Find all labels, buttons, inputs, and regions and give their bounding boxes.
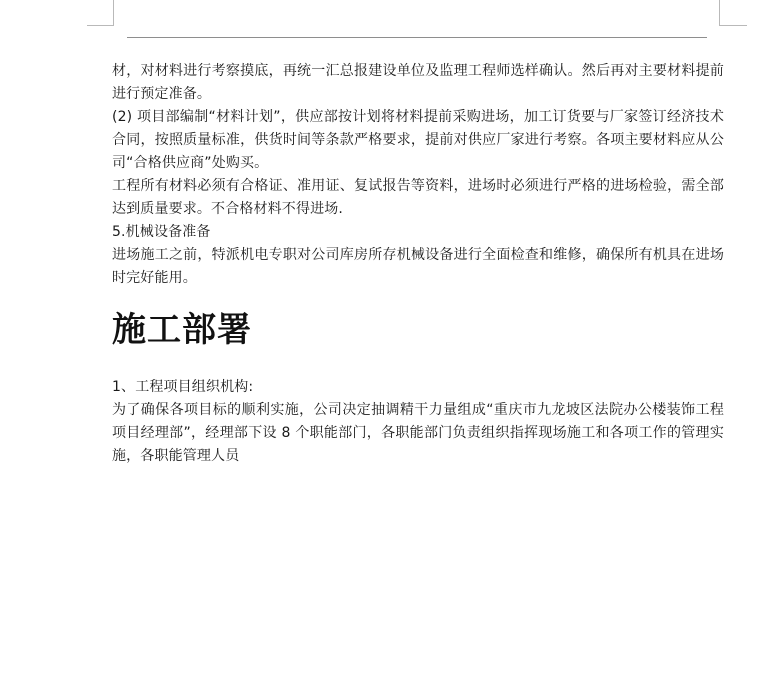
crop-mark-top-right-vertical	[719, 0, 720, 26]
paragraph-material-certificates: 工程所有材料必须有合格证、准用证、复试报告等资料，进场时必须进行严格的进场检验，需全部达到质量要求。不合格材料不得进场.	[112, 178, 724, 217]
paragraph-equipment-inspection: 进场施工之前，特派机电专职对公司库房所存机械设备进行全面检查和维修，确保所有机具在进场时完好能用。	[112, 247, 724, 286]
crop-mark-top-right-horizontal	[719, 25, 747, 26]
body-text-top	[112, 60, 724, 290]
paragraph-material-inspection: 材，对材料进行考察摸底，再统一汇总报建设单位及监理工程师选样确认。然后再对主要材料提前进行预定准备。	[112, 63, 724, 102]
body-text-bottom	[112, 376, 724, 468]
section-title-equipment-preparation: 5.机械设备准备	[112, 224, 211, 240]
section-heading: 施工部署	[112, 310, 252, 350]
header-rule	[127, 37, 707, 38]
paragraph-organization: 为了确保各项目标的顺利实施，公司决定抽调精干力量组成“重庆市九龙坡区法院办公楼装饰工程项目经理部”，经理部下设 8 个职能部门，各职能部门负责组织指挥现场施工和各项工作的管理实施，各职能管理人员	[112, 402, 724, 464]
crop-mark-top-left-vertical	[113, 0, 114, 26]
crop-mark-top-left-horizontal	[87, 25, 114, 26]
paragraph-material-plan: (2) 项目部编制“材料计划”，供应部按计划将材料提前采购进场，加工订货要与厂家签订经济技术合同，按照质量标准，供货时间等条款严格要求，提前对供应厂家进行考察。各项主要材料应从公司“合格供应商”处购买。	[112, 109, 724, 171]
subsection-title-organization: 1、工程项目组织机构:	[112, 379, 254, 395]
